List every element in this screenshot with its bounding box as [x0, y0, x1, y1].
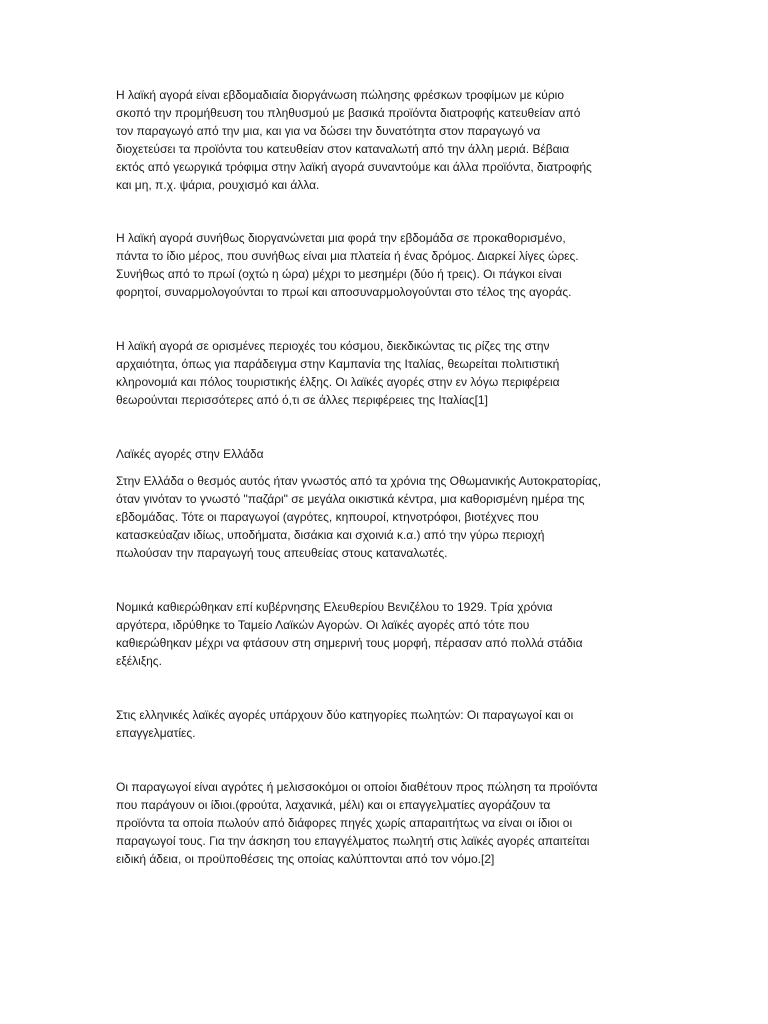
text-line: Νομικά καθιερώθηκαν επί κυβέρνησης Ελευθερίου Βενιζέλου το 1929. Τρία χρόνια [116, 600, 553, 614]
text-line: που παράγουν οι ίδιοι.(φρούτα, λαχανικά, μέλι) και οι επαγγελματίες αγοράζουν τα [116, 798, 551, 812]
paragraph-schedule [116, 229, 656, 301]
text-line: Οι παραγωγοί είναι αγρότες ή μελισσοκόμοι οι οποίοι διαθέτουν προς πώληση τα προϊόντα [116, 780, 598, 794]
text-line: θεωρούνται περισσότερες από ό,τι σε άλλες περιφέρειες της Ιταλίας[1] [116, 393, 488, 407]
text-line: πάντα το ίδιο μέρος, που συνήθως είναι μια πλατεία ή ένας δρόμος. Διαρκεί λίγες ώρες. [116, 249, 579, 263]
text-line: προϊόντα τα οποία πωλούν από διάφορες πηγές χωρίς απαραιτήτως να είναι οι ίδιοι οι [116, 816, 573, 830]
text-line: Στην Ελλάδα ο θεσμός αυτός ήταν γνωστός από τα χρόνια της Οθωμανικής Αυτοκρατορίας, [116, 474, 602, 488]
paragraph-heritage [116, 337, 656, 409]
paragraph-history [116, 472, 656, 562]
text-line: Η λαϊκή αγορά σε ορισμένες περιοχές του κόσμου, διεκδικώντας τις ρίζες της στην [116, 339, 550, 353]
text-line: Συνήθως από το πρωί (οχτώ η ώρα) μέχρι το μεσημέρι (δύο ή τρεις). Οι πάγκοι είναι [116, 267, 562, 281]
text-line: όταν γινόταν το γνωστό "παζάρι" σε μεγάλα οικιστικά κέντρα, μια καθορισμένη ημέρα της [116, 492, 585, 506]
section-heading [116, 445, 656, 463]
text-line: Η λαϊκή αγορά συνήθως διοργανώνεται μια φορά την εβδομάδα σε προκαθορισμένο, [116, 231, 566, 245]
text-line: κληρονομιά και πόλος τουριστικής έλξης. Οι λαϊκές αγορές στην εν λόγω περιφέρεια [116, 375, 560, 389]
text-line: τον παραγωγό από την μια, και για να δώσει την δυνατότητα στον παραγωγό να [116, 124, 541, 138]
text-line: εβδομάδας. Τότε οι παραγωγοί (αγρότες, κηπουροί, κτηνοτρόφοι, βιοτέχνες που [116, 510, 539, 524]
text-line: αρχαιότητα, όπως για παράδειγμα στην Καμπανία της Ιταλίας, θεωρείται πολιτιστική [116, 357, 560, 371]
paragraph-legislation [116, 598, 656, 670]
text-line: φορητοί, συναρμολογούνται το πρωί και αποσυναρμολογούνται στο τέλος της αγοράς. [116, 285, 572, 299]
text-line: Στις ελληνικές λαϊκές αγορές υπάρχουν δύο κατηγορίες πωλητών: Οι παραγωγοί και οι [116, 708, 574, 722]
text-line: παραγωγοί τους. Για την άσκηση του επαγγέλματος πωλητή στις λαϊκές αγορές απαιτείται [116, 834, 590, 848]
text-line: και μη, π.χ. ψάρια, ρουχισμό και άλλα. [116, 178, 320, 192]
text-line: σκοπό την προμήθευση του πληθυσμού με βασικά προϊόντα διατροφής κατευθείαν από [116, 106, 581, 120]
text-line: εκτός από γεωργικά τρόφιμα στην λαϊκή αγορά συναντούμε και άλλα προϊόντα, διατροφής [116, 160, 592, 174]
text-line: αργότερα, ιδρύθηκε το Ταμείο Λαϊκών Αγορών. Οι λαϊκές αγορές από τότε που [116, 618, 530, 632]
text-line: καθιερώθηκαν μέχρι να φτάσουν στη σημερινή τους μορφή, πέρασαν από πολλά στάδια [116, 636, 583, 650]
text-line: πωλούσαν την παραγωγή τους απευθείας στους καταναλωτές. [116, 546, 448, 560]
text-line: ειδική άδεια, οι προϋποθέσεις της οποίας καλύπτονται από τον νόμο.[2] [116, 852, 495, 866]
text-line: εξέλιξης. [116, 654, 162, 668]
paragraph-seller-categories [116, 706, 656, 742]
text-line: επαγγελματίες. [116, 726, 196, 740]
heading-text: Λαϊκές αγορές στην Ελλάδα [116, 447, 264, 461]
text-line: διοχετεύσει τα προϊόντα του κατευθείαν στον καταναλωτή από την άλλη μεριά. Βέβαια [116, 142, 570, 156]
paragraph-producers [116, 778, 656, 868]
paragraph-introduction [116, 86, 656, 194]
text-line: Η λαϊκή αγορά είναι εβδομαδιαία διοργάνωση πώλησης φρέσκων τροφίμων με κύριο [116, 88, 565, 102]
text-line: κατασκεύαζαν ιδίως, υποδήματα, δισάκια και σχοινιά κ.α.) από την γύρω περιοχή [116, 528, 545, 542]
